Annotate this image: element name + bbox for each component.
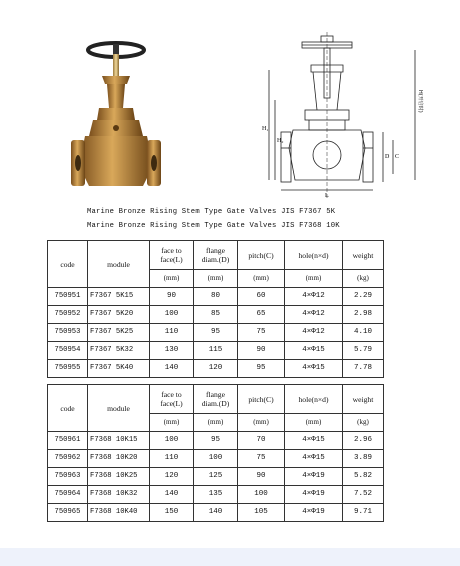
cell-pitch: 65 bbox=[238, 306, 285, 324]
unit-flange: (mm) bbox=[194, 270, 238, 288]
cell-code: 750963 bbox=[48, 468, 88, 486]
cell-pitch: 60 bbox=[238, 288, 285, 306]
cell-code: 750961 bbox=[48, 432, 88, 450]
cell-code: 750965 bbox=[48, 504, 88, 522]
valve-technical-drawing bbox=[255, 30, 435, 200]
header-weight: weight bbox=[343, 385, 384, 414]
header-flange: flange diam.(D) bbox=[194, 385, 238, 414]
cell-weight: 5.82 bbox=[343, 468, 384, 486]
cell-face: 150 bbox=[150, 504, 194, 522]
header-flange: flange diam.(D) bbox=[194, 241, 238, 270]
cell-hole: 4×Φ15 bbox=[285, 360, 343, 378]
dim-h2-label: H₂ bbox=[277, 138, 284, 144]
unit-weight: (kg) bbox=[343, 414, 384, 432]
dim-side-label: H(开启时) bbox=[417, 90, 423, 113]
cell-weight: 5.79 bbox=[343, 342, 384, 360]
cell-module: F7368 10K32 bbox=[88, 486, 150, 504]
cell-face: 100 bbox=[150, 432, 194, 450]
unit-flange: (mm) bbox=[194, 414, 238, 432]
cell-module: F7368 10K40 bbox=[88, 504, 150, 522]
cell-hole: 4×Φ19 bbox=[285, 486, 343, 504]
cell-hole: 4×Φ15 bbox=[285, 450, 343, 468]
valve-photo bbox=[69, 36, 179, 200]
unit-face: (mm) bbox=[150, 270, 194, 288]
cell-module: F7368 10K20 bbox=[88, 450, 150, 468]
cell-weight: 2.29 bbox=[343, 288, 384, 306]
cell-pitch: 105 bbox=[238, 504, 285, 522]
header-weight: weight bbox=[343, 241, 384, 270]
table-row bbox=[48, 324, 384, 342]
cell-weight: 7.52 bbox=[343, 486, 384, 504]
table-row bbox=[48, 306, 384, 324]
cell-weight: 2.98 bbox=[343, 306, 384, 324]
cell-code: 750953 bbox=[48, 324, 88, 342]
cell-code: 750951 bbox=[48, 288, 88, 306]
cell-module: F7368 10K15 bbox=[88, 432, 150, 450]
cell-flange: 115 bbox=[194, 342, 238, 360]
table-row bbox=[48, 432, 384, 450]
cell-flange: 95 bbox=[194, 324, 238, 342]
unit-hole: (mm) bbox=[285, 270, 343, 288]
cell-pitch: 70 bbox=[238, 432, 285, 450]
cell-hole: 4×Φ12 bbox=[285, 324, 343, 342]
unit-hole: (mm) bbox=[285, 414, 343, 432]
cell-face: 140 bbox=[150, 486, 194, 504]
header-pitch: pitch(C) bbox=[238, 241, 285, 270]
spec-table-10k bbox=[47, 384, 384, 522]
cell-code: 750955 bbox=[48, 360, 88, 378]
cell-module: F7367 5K20 bbox=[88, 306, 150, 324]
cell-face: 90 bbox=[150, 288, 194, 306]
cell-pitch: 90 bbox=[238, 468, 285, 486]
cell-weight: 2.96 bbox=[343, 432, 384, 450]
table-row bbox=[48, 504, 384, 522]
cell-flange: 80 bbox=[194, 288, 238, 306]
cell-flange: 95 bbox=[194, 432, 238, 450]
cell-face: 140 bbox=[150, 360, 194, 378]
cell-hole: 4×Φ19 bbox=[285, 504, 343, 522]
dim-h1-label: H₁ bbox=[262, 126, 269, 132]
cell-module: F7367 5K25 bbox=[88, 324, 150, 342]
cell-code: 750952 bbox=[48, 306, 88, 324]
cell-flange: 135 bbox=[194, 486, 238, 504]
cell-weight: 3.89 bbox=[343, 450, 384, 468]
caption-5k: Marine Bronze Rising Stem Type Gate Valves JIS F7367 5K bbox=[87, 208, 336, 216]
header-code: code bbox=[48, 241, 88, 288]
cell-hole: 4×Φ15 bbox=[285, 432, 343, 450]
unit-pitch: (mm) bbox=[238, 270, 285, 288]
cell-flange: 85 bbox=[194, 306, 238, 324]
cell-face: 120 bbox=[150, 468, 194, 486]
header-hole: hole(n×d) bbox=[285, 385, 343, 414]
cell-pitch: 75 bbox=[238, 324, 285, 342]
dim-d-label: D bbox=[385, 154, 390, 160]
cell-face: 130 bbox=[150, 342, 194, 360]
unit-weight: (kg) bbox=[343, 270, 384, 288]
cell-flange: 120 bbox=[194, 360, 238, 378]
cell-flange: 140 bbox=[194, 504, 238, 522]
spec-table-5k bbox=[47, 240, 384, 378]
header-hole: hole(n×d) bbox=[285, 241, 343, 270]
header-face: face to face(L) bbox=[150, 385, 194, 414]
cell-code: 750964 bbox=[48, 486, 88, 504]
header-module: module bbox=[88, 385, 150, 432]
dim-c-label: C bbox=[395, 154, 400, 160]
unit-pitch: (mm) bbox=[238, 414, 285, 432]
cell-pitch: 75 bbox=[238, 450, 285, 468]
bottom-band bbox=[0, 548, 460, 566]
cell-module: F7367 5K40 bbox=[88, 360, 150, 378]
header-module: module bbox=[88, 241, 150, 288]
cell-weight: 9.71 bbox=[343, 504, 384, 522]
cell-pitch: 100 bbox=[238, 486, 285, 504]
cell-hole: 4×Φ12 bbox=[285, 306, 343, 324]
cell-flange: 100 bbox=[194, 450, 238, 468]
header-face: face to face(L) bbox=[150, 241, 194, 270]
cell-hole: 4×Φ19 bbox=[285, 468, 343, 486]
cell-weight: 4.10 bbox=[343, 324, 384, 342]
cell-hole: 4×Φ12 bbox=[285, 288, 343, 306]
unit-face: (mm) bbox=[150, 414, 194, 432]
header-pitch: pitch(C) bbox=[238, 385, 285, 414]
cell-face: 110 bbox=[150, 450, 194, 468]
table-row bbox=[48, 468, 384, 486]
cell-module: F7367 5K15 bbox=[88, 288, 150, 306]
cell-module: F7367 5K32 bbox=[88, 342, 150, 360]
caption-10k: Marine Bronze Rising Stem Type Gate Valves JIS F7368 10K bbox=[87, 222, 340, 230]
cell-flange: 125 bbox=[194, 468, 238, 486]
table-row bbox=[48, 450, 384, 468]
table-row bbox=[48, 342, 384, 360]
cell-code: 750954 bbox=[48, 342, 88, 360]
dim-l-label: L bbox=[325, 193, 329, 199]
table-row bbox=[48, 360, 384, 378]
header-code: code bbox=[48, 385, 88, 432]
cell-module: F7368 10K25 bbox=[88, 468, 150, 486]
cell-face: 100 bbox=[150, 306, 194, 324]
table-row bbox=[48, 486, 384, 504]
cell-face: 110 bbox=[150, 324, 194, 342]
cell-weight: 7.78 bbox=[343, 360, 384, 378]
cell-pitch: 95 bbox=[238, 360, 285, 378]
cell-pitch: 90 bbox=[238, 342, 285, 360]
cell-code: 750962 bbox=[48, 450, 88, 468]
cell-hole: 4×Φ15 bbox=[285, 342, 343, 360]
table-row bbox=[48, 288, 384, 306]
